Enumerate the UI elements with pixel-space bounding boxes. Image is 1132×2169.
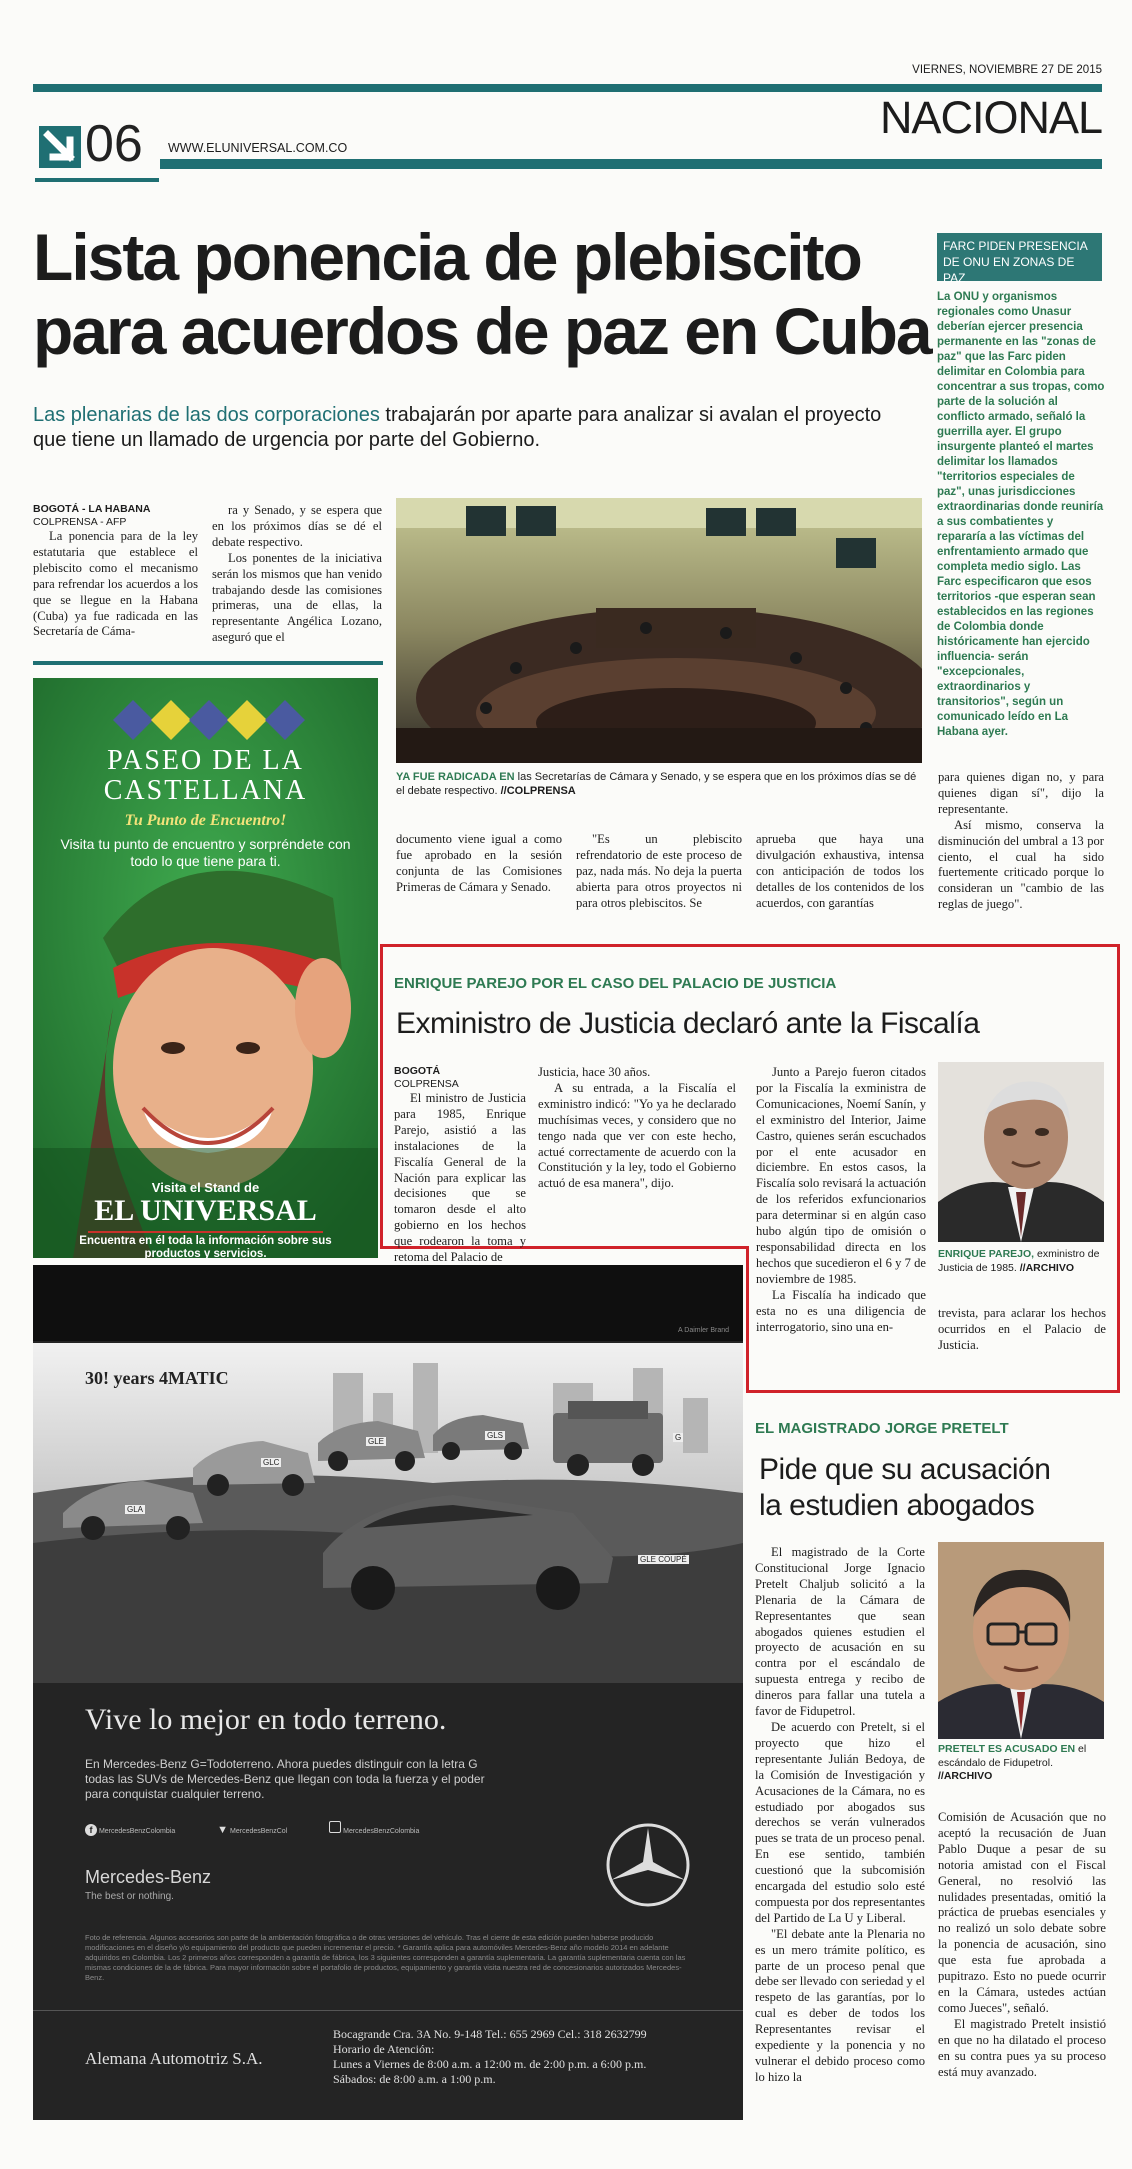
parejo-col1: BOGOTÁ COLPRENSA El ministro de Justicia para 1985, Enrique Parejo, asistió a las instalaciones de la Fiscalía General de la Nación para explicar las decisiones que se tomaron desde el alto gobierno en los hechos que rodearon la toma y retoma del Palacio de — [394, 1065, 526, 1265]
model-label-g: G — [675, 1433, 682, 1442]
main-deck: Las plenarias de las dos corporaciones trabajarán por aparte para analizar si avalan el proyecto que tiene un llamado de urgencia por parte del Gobierno. — [33, 404, 882, 451]
castellana-ad[interactable] — [33, 678, 378, 1258]
model-label-gle: GLE — [368, 1437, 385, 1446]
parejo-col2: Justicia, hace 30 años. A su entrada, a la Fiscalía el exministro indicó: "Yo ya he declarado muchísimas veces, y considero que no tengo nada que ver con este hecho, actué correctamente de acuerdo con la Constitución y la ley, todo el Gobierno actuó de esa manera", dijo. — [538, 1065, 736, 1191]
pretelt-kicker: EL MAGISTRADO JORGE PRETELT — [755, 1420, 1009, 1437]
castellana-cta: Encuentra en él toda la información sobre sus productos y servicios. — [79, 1235, 332, 1258]
castellana-slogan: Tu Punto de Encuentro! — [124, 812, 287, 829]
pretelt-photo-caption: PRETELT ES ACUSADO EN el escándalo de Fidupetrol. //ARCHIVO — [938, 1743, 1087, 1782]
arrow-down-right-icon — [39, 126, 81, 168]
page-number: 06 — [85, 115, 143, 173]
instagram-icon[interactable] — [329, 1821, 341, 1833]
congress-photo — [396, 498, 922, 763]
main-article-col1: BOGOTÁ - LA HABANA COLPRENSA - AFP La ponencia para de la ley estatutaria que establece el plebiscito como el mecanismo para refrendar los acuerdos a los que se llegue en la Habana (Cuba) ya fue radicada en las Secretaría de Cáma- — [33, 503, 198, 639]
pretelt-col2: Comisión de Acusación que no aceptó la recusación de Juan Pablo Duque a pesar de su notoria amistad con el Fiscal General, no resolvió las nulidades presentadas, omitió la práctica de pruebas esenciales y no realizó un solo debate sobre la ponencia de acusación, sino que esta fue aprobada a pupitrazo. Esto no puede ocurrir en la Cámara, ustedes actúan como Jueces", señaló. El magistrado Pretelt insistió en que no ha dilatado el proceso en su contra pues ya su proceso está muy avanzado. — [938, 1810, 1106, 2079]
main-article-cont-col4: para quienes digan no, y para quienes digan sí", dijo la representante. Así mismo, conserva la disminución del umbral a 13 por ciento, el cual ha sido fuertemente criticado porque lo consideran un "cambio de las reglas de juego". — [938, 770, 1104, 912]
header-rule-bottom — [160, 159, 1102, 169]
facebook-icon[interactable]: f — [85, 1824, 97, 1836]
main-headline: Lista ponencia de plebiscito para acuerdos de paz en Cuba — [33, 220, 931, 368]
edition-date: VIERNES, NOVIEMBRE 27 DE 2015 — [912, 64, 1102, 76]
dealer-name: Alemana Automotriz S.A. — [85, 2049, 263, 2068]
congress-photo-caption: YA FUE RADICADA EN las Secretarías de Cámara y Senado, y se espera que en los próximos días se dé el debate respectivo. //COLPRENSA — [396, 771, 917, 797]
castellana-tagline: Visita tu punto de encuentro y sorpréndete con todo lo que tiene para ti. — [60, 836, 351, 869]
castellana-brand: PASEO DE LA CASTELLANA — [103, 745, 308, 806]
sidebar-text: La ONU y organismos regionales como Unasur deberían ejercer presencia permanente en las "zonas de paz" que las Farc piden delimitar en Colombia para concentrar a sus tropas, como parte de la solución al conflicto armado, señaló la guerrilla ayer. El grupo insurgente planteó el martes delimitar los llamados "territorios especiales de paz", unas jurisdicciones extraordinarias donde reuniría a sus combatientes y repararía a las víctimas del enfrentamiento armado que completa medio siglo. Las Farc especificaron que esos territorios -que esperan sean establecidos en las regiones de Colombia donde históricamente han ejercido influencia- serán "excepcionales, extraordinarios y transitorios", según un comunicado leído en La Habana ayer. — [937, 291, 1105, 738]
parejo-kicker: ENRIQUE PAREJO POR EL CASO DEL PALACIO DE JUSTICIA — [394, 975, 837, 992]
parejo-col4: trevista, para aclarar los hechos ocurridos en el Palacio de Justicia. — [938, 1306, 1106, 1352]
mercedes-brand: Mercedes-Benz — [85, 1867, 212, 1887]
fourmatic-badge: 30! years 4MATIC — [85, 1368, 229, 1388]
mercedes-headline: Vive lo mejor en todo terreno. — [85, 1703, 447, 1736]
page-number-box — [35, 115, 159, 182]
social-row: f MercedesBenzColombia ▼ MercedesBenzCol MercedesBenzColombia — [85, 1821, 419, 1836]
model-label-glc: GLC — [263, 1458, 280, 1467]
model-label-gls: GLS — [487, 1431, 504, 1440]
main-article-cont-col3: aprueba que haya una divulgación exhaustiva, intensa con anticipación de todos los detalles de los contenidos de los acuerdos, con garantías — [756, 832, 924, 910]
section-rule — [33, 661, 383, 665]
parejo-col3: Junto a Parejo fueron citados por la Fiscalía la exministra de Comunicaciones, Noemí Sanín, y el exministro del Interior, Jaime Castro, quienes serán escuchados por el ente acusador en diciembre. En estos casos, la Fiscalía solo revisará la actuación de los referidos exfuncionarios para determinar si en algún caso hubo algún tipo de omisión o responsabilidad directa en los hechos que sucedieron el 6 y 7 de noviembre de 1985. La Fiscalía ha indicado que esta no es una diligencia de interrogatorio, sino una en- — [756, 1065, 926, 1334]
main-article-col2: ra y Senado, y se espera que en los próximos días se dé el debate respectivo. Los ponentes de la iniciativa serán los mismos que han venido trabajando desde las comisiones primeras, una de ellas, la representante Angélica Lozano, aseguró que el — [212, 503, 382, 645]
mercedes-fine-print: Foto de referencia. Algunos accesorios son parte de la ambientación fotográfica o de otras versiones del vehículo. Tras el cierre de esta edición pueden haberse producido modificaciones en el diseño y/o equipamiento del producto que pueden incrementar el precio. * Garantía aplica para automóviles Mercedes-Benz año modelo 2014 en adelante adquiridos en Colombia. Los 2 primeros años corresponden a garantía de fábrica, los 3 siguientes corresponden a garantía suplementaria. La garantía suplementaria cuenta con las mismas condiciones de la de fábrica. Para mayor información sobre el portafolio de productos, equipamiento y garantía visita nuestra red de concesionarios autorizados Mercedes-Benz. — [85, 1933, 686, 1982]
header-rule-top — [33, 84, 1102, 92]
model-label-gla: GLA — [127, 1505, 144, 1514]
sidebar-title: FARC PIDEN PRESENCIA DE ONU EN ZONAS DE PAZ — [937, 233, 1102, 281]
twitter-icon[interactable]: ▼ — [217, 1824, 229, 1836]
main-article-cont-col2: "Es un plebiscito refrendatorio de este proceso de paz, nada más. No deja la puerta abierta para otros proyectos ni para otros plebiscitos. Se — [576, 832, 742, 910]
daimler-corner: A Daimler Brand — [678, 1327, 729, 1334]
mercedes-brand-tagline: The best or nothing. — [85, 1891, 174, 1902]
pretelt-col1: El magistrado de la Corte Constitucional Jorge Ignacio Pretelt Chaljub solicitó a la Plenaria de la Cámara de Representantes que sean abogados quienes estudien el proyecto de acusación en su contra por el escándalo de supuesta entrega y recibo de dineros para fallar una tutela a favor de Fidupetrol. De acuerdo con Pretelt, si el proyecto que hizo el representante Julián Bedoya, de la Comisión de Investigación y Acusaciones de la Cámara, no es estudiado por abogados sus derechos se verán vulnerados pues se trata de un proceso penal. En ese sentido, también cuestionó que la subcomisión encargada del estudio solo esté compuesta por dos representantes del Partido de La U y Liberal. "El debate ante la Plenaria no es un mero trámite político, es parte de un proceso penal que debe ser llevado con seriedad y el respeto de las garantías, por lo cual es deber de todos los Representantes revisar el expediente y la ponencia y no vulnerar el debido proceso como lo hizo la — [755, 1545, 925, 2084]
castellana-newspaper: EL UNIVERSAL — [94, 1194, 317, 1227]
pretelt-photo — [938, 1542, 1104, 1739]
mercedes-ad[interactable] — [33, 1265, 743, 2120]
website-url[interactable]: WWW.ELUNIVERSAL.COM.CO — [168, 141, 348, 155]
castellana-visit: Visita el Stand de — [151, 1180, 260, 1195]
dealer-info: Bocagrande Cra. 3A No. 9-148 Tel.: 655 2969 Cel.: 318 2632799 Horario de Atención: Lunes a Viernes de 8:00 a.m. a 12:00 m. de 2:00 p.m. a 6:00 p.m. Sábados: de 8:00 a.m. a 1:00 p.m. — [333, 2027, 647, 2086]
mercedes-body: En Mercedes-Benz G=Todoterreno. Ahora puedes distinguir con la letra G todas las SUVs de Mercedes-Benz que llegan con toda la fuerza y el poder para conquistar cualquier terreno. — [85, 1757, 485, 1801]
parejo-photo — [938, 1062, 1104, 1242]
parejo-headline: Exministro de Justicia declaró ante la Fiscalía — [396, 1007, 980, 1040]
model-label-gle-coupe: GLE COUPÉ — [640, 1555, 687, 1564]
parejo-photo-caption: ENRIQUE PAREJO, exministro de Justicia de 1985. //ARCHIVO — [938, 1248, 1100, 1274]
main-article-cont-col1: documento viene igual a como fue aprobado en la sesión conjunta de las Comisiones Primeras de Cámara y Senado. — [396, 832, 562, 894]
pretelt-headline: Pide que su acusación la estudien abogados — [759, 1453, 1051, 1522]
section-title: NACIONAL — [879, 92, 1102, 143]
mercedes-star-icon — [603, 1820, 693, 1910]
